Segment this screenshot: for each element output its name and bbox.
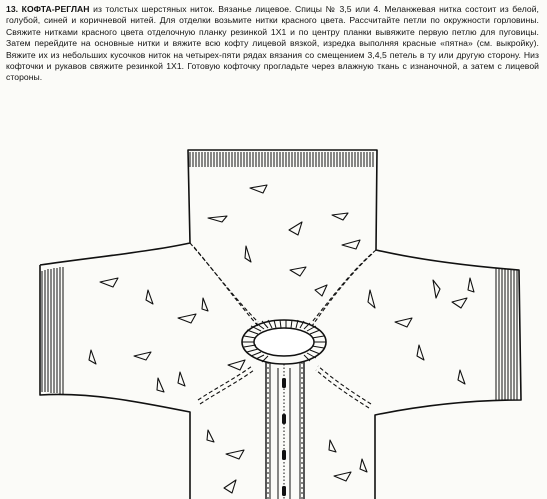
article-body: из толстых шерстяных ниток. Вязанье лицевое. Спицы № 3,5 или 4. Меланжевая нитка состоит из белой, голубой, синей и коричневой нитей. Для отделки возьмите нитки красного цвета. Рассчитайте петли по окружности горловины. Свяжите нитками красного цвета отделочную планку резинкой 1Х1 и по центру планки вывяжите первую петлю для пуговицы. Затем перейдите на основные нитки и вяжите всю кофту лицевой вязкой, изредка выполняя красные «пятна» (см. выкройку). Вяжите их из небольших кусочков ниток на четырех-пяти рядах вязания со смещением 3,4,5 петель в ту или другую сторону. Низ кофточки и рукавов свяжите резинкой 1Х1. Готовую кофточку прогладьте через влажную ткань с изнаночной, а затем с лицевой стороны. [6,4,539,83]
cuff-ribbing-right [496,268,517,400]
back-collar-ribbing [190,152,373,167]
buttonhole [282,378,286,388]
buttonhole [282,414,286,424]
neck-ribbing [242,320,326,364]
buttonhole [282,486,286,496]
buttonhole [282,450,286,460]
article-heading: 13. КОФТА-РЕГЛАН [6,4,90,14]
cuff-ribbing-left [42,267,63,394]
